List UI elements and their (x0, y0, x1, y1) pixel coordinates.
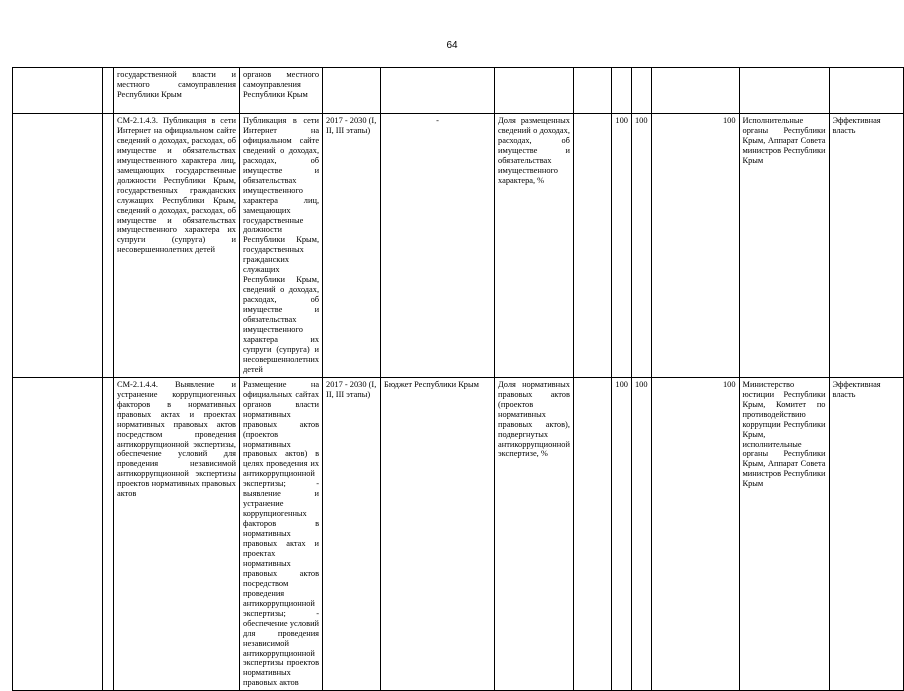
blank-value-cell (573, 114, 611, 378)
period-cell: 2017 - 2030 (I, II, III этапы) (323, 114, 381, 378)
value-cell (611, 68, 631, 114)
empty-cell (103, 377, 114, 691)
program-table (12, 67, 904, 691)
table-row (13, 114, 904, 378)
executor-cell (739, 68, 829, 114)
table-row (13, 68, 904, 114)
blank-value-cell (573, 377, 611, 691)
description-cell: органов местного самоуправления Республики Крым (240, 68, 323, 114)
empty-cell (13, 377, 103, 691)
funding-cell (381, 68, 495, 114)
executor-cell: Исполнительные органы Республики Крым, Аппарат Совета министров Республики Крым (739, 114, 829, 378)
value-cell: 100 (651, 377, 739, 691)
indicator-cell: Доля размещенных сведений о доходах, расходах, об имуществе и обязательствах имущественного характера, % (495, 114, 574, 378)
funding-cell: Бюджет Республики Крым (381, 377, 495, 691)
executor-cell: Министерство юстиции Республики Крым, Комитет по противодействию коррупции Республики Крым, исполнительные органы Республики Крым, Аппарат Совета министров Республики Крым (739, 377, 829, 691)
funding-cell: - (381, 114, 495, 378)
value-cell: 100 (631, 114, 651, 378)
value-cell: 100 (651, 114, 739, 378)
table-row (13, 377, 904, 691)
period-cell (323, 68, 381, 114)
indicator-cell: Доля нормативных правовых актов (проектов нормативных правовых актов), подвергнутых антикоррупционной экспертизе, % (495, 377, 574, 691)
program-cell: Эффективная власть (829, 377, 904, 691)
program-cell (829, 68, 904, 114)
description-cell: Размещение на официальных сайтах органов власти нормативных правовых актов (проектов нормативных правовых актов) в целях проведения их антикоррупционной экспертизы; - выявление и устранение коррупциогенных факторов в нормативных правовых актах и проектах нормативных правовых актов посредством проведения антикоррупционной экспертизы; - обеспечение условий для проведения независимой антикоррупционной экспертизы проектов нормативных правовых актов (240, 377, 323, 691)
page-number: 64 (446, 40, 458, 51)
value-cell: 100 (611, 114, 631, 378)
value-cell: 100 (611, 377, 631, 691)
description-cell: Публикация в сети Интернет на официальном сайте сведений о доходах, расходах, об имуществе и обязательствах имущественного характера лиц, замещающих государственные должности Республики Крым, государственных гражданских служащих Республики Крым, сведений о доходах, расходах, об имуществе и обязательствах имущественного характера их супруги (супруга) и несовершеннолетних детей (240, 114, 323, 378)
value-cell: 100 (631, 377, 651, 691)
value-cell (631, 68, 651, 114)
empty-cell (13, 68, 103, 114)
measure-cell: государственной власти и местного самоуправления Республики Крым (114, 68, 240, 114)
program-cell: Эффективная власть (829, 114, 904, 378)
empty-cell (103, 68, 114, 114)
measure-cell: СМ-2.1.4.3. Публикация в сети Интернет на официальном сайте сведений о доходах, расходах, об имуществе и обязательствах имущественного характера лиц, замещающих государственные должности Республики Крым, государственных гражданских служащих Республики Крым, сведений о доходах, расходах, об имуществе и обязательствах имущественного характера их супруги (супруга) и несовершеннолетних детей (114, 114, 240, 378)
empty-cell (103, 114, 114, 378)
indicator-cell (495, 68, 574, 114)
blank-value-cell (573, 68, 611, 114)
value-cell (651, 68, 739, 114)
period-cell: 2017 - 2030 (I, II, III этапы) (323, 377, 381, 691)
measure-cell: СМ-2.1.4.4. Выявление и устранение коррупциогенных факторов в нормативных правовых актах и проектах нормативных правовых актов посредством проведения антикоррупционной экспертизы, обеспечение условий для проведения независимой антикоррупционной экспертизы проектов нормативных правовых актов (114, 377, 240, 691)
empty-cell (13, 114, 103, 378)
